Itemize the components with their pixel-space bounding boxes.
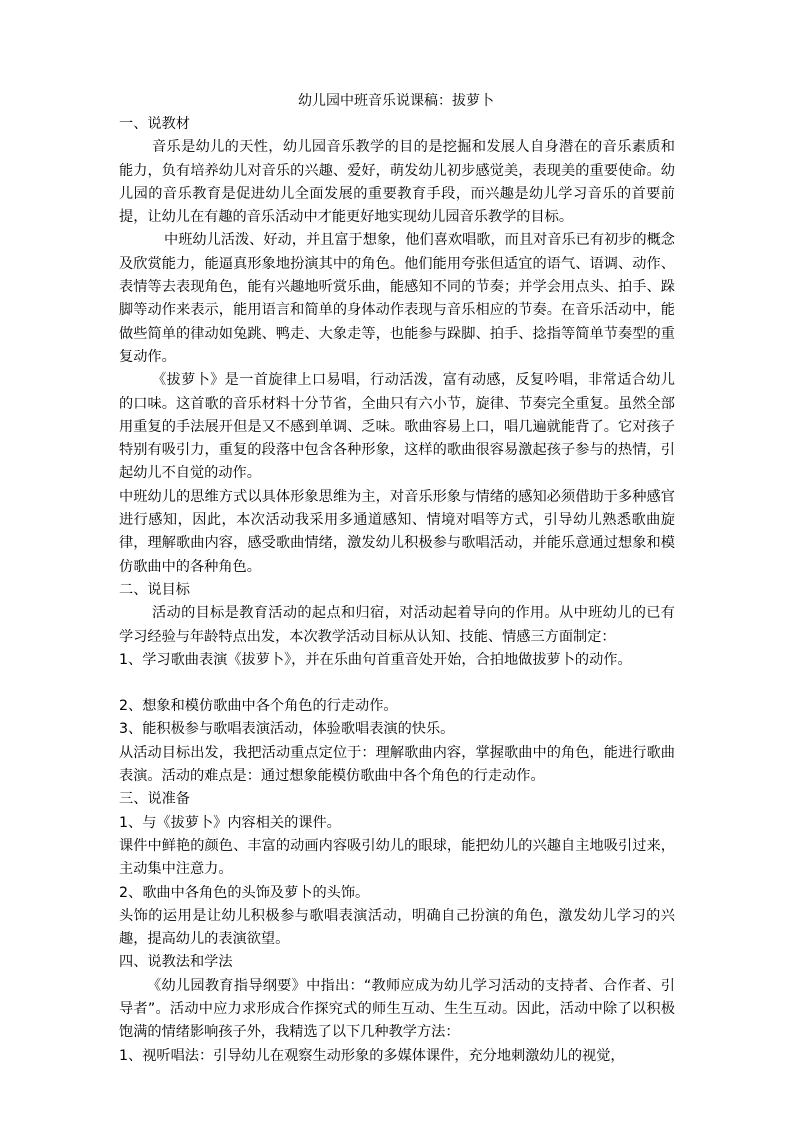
paragraph: 中班幼儿的思维方式以具体形象思维为主，对音乐形象与情绪的感知必须借助于多种感官进行感知，因此，本次活动我采用多通道感知、情境对唱等方式，引导幼儿熟悉歌曲旋律，理解歌曲内容，感受歌曲情绪，激发幼儿积极参与歌唱活动，并能乐意通过想象和模仿歌曲中的各种角色。	[119, 488, 675, 575]
paragraph: 从活动目标出发，我把活动重点定位于：理解歌曲内容，掌握歌曲中的角色，能进行歌曲表演。活动的难点是：通过想象能模仿歌曲中各个角色的行走动作。	[119, 744, 675, 785]
list-item: 2、想象和模仿歌曲中各个角色的行走动作。	[119, 698, 398, 715]
list-item: 3、能积极参与歌唱表演活动，体验歌唱表演的快乐。	[119, 721, 455, 738]
section-heading-3: 三、说准备	[119, 791, 190, 808]
paragraph: 课件中鲜艳的颜色、丰富的动画内容吸引幼儿的眼球，能把幼儿的兴趣自主地吸引过来，主动集中注意力。	[119, 837, 675, 878]
document-page	[119, 90, 675, 1068]
paragraph: 头饰的运用是让幼儿积极参与歌唱表演活动，明确自己扮演的角色，激发幼儿学习的兴趣，提高幼儿的表演欲望。	[119, 907, 675, 948]
paragraph: 音乐是幼儿的天性，幼儿园音乐教学的目的是挖掘和发展人自身潜在的音乐素质和能力，负有培养幼儿对音乐的兴趣、爱好，萌发幼儿初步感觉美，表现美的重要使命。幼儿园的音乐教育是促进幼儿全面发展的重要教育手段，而兴趣是幼儿学习音乐的首要前提，让幼儿在有趣的音乐活动中才能更好地实现幼儿园音乐教学的目标。	[119, 139, 675, 226]
paragraph: 《幼儿园教育指导纲要》中指出：“教师应成为幼儿学习活动的支持者、合作者、引导者”。活动中应力求形成合作探究式的师生互动、生生互动。因此，活动中除了以积极饱满的情绪影响孩子外，我精选了以下几种教学方法：	[119, 977, 675, 1041]
paragraph: 中班幼儿活泼、好动，并且富于想象，他们喜欢唱歌，而且对音乐已有初步的概念及欣赏能力，能逼真形象地扮演其中的角色。他们能用夸张但适宜的语气、语调、动作、表情等去表现角色，能有兴趣地听赏乐曲，能感知不同的节奏；并学会用点头、拍手、跺脚等动作来表示，能用语言和简单的身体动作表现与音乐相应的节奏。在音乐活动中，能做些简单的律动如兔跳、鸭走、大象走等，也能参与跺脚、拍手、捻指等简单节奏型的重复动作。	[119, 232, 675, 365]
section-heading-4: 四、说教法和学法	[119, 954, 233, 971]
list-item: 2、歌曲中各角色的头饰及萝卜的头饰。	[119, 884, 370, 901]
list-item: 1、学习歌曲表演《拔萝卜》，并在乐曲句首重音处开始，合拍地做拔萝卜的动作。	[119, 651, 632, 668]
section-heading-2: 二、说目标	[119, 581, 190, 598]
section-heading-1: 一、说教材	[119, 116, 190, 132]
blank-line	[119, 672, 675, 695]
list-item: 1、视听唱法：引导幼儿在观察生动形象的多媒体课件，充分地刺激幼儿的视觉，	[119, 1047, 625, 1064]
list-item: 1、与《拔萝卜》内容相关的课件。	[119, 814, 341, 831]
document-title: 幼儿园中班音乐说课稿：拔萝卜	[298, 93, 494, 109]
paragraph: 活动的目标是教育活动的起点和归宿，对活动起着导向的作用。从中班幼儿的已有学习经验与年龄特点出发，本次教学活动目标从认知、技能、情感三方面制定：	[119, 605, 675, 645]
paragraph: 《拔萝卜》是一首旋律上口易唱，行动活泼，富有动感，反复吟唱，非常适合幼儿的口味。这首歌的音乐材料十分节省，全曲只有六小节，旋律、节奏完全重复。虽然全部用重复的手法展开但是又不感到单调、乏味。歌曲容易上口，唱几遍就能背了。它对孩子特别有吸引力，重复的段落中包含各种形象，这样的歌曲很容易激起孩子参与的热情，引起幼儿不自觉的动作。	[119, 372, 675, 482]
